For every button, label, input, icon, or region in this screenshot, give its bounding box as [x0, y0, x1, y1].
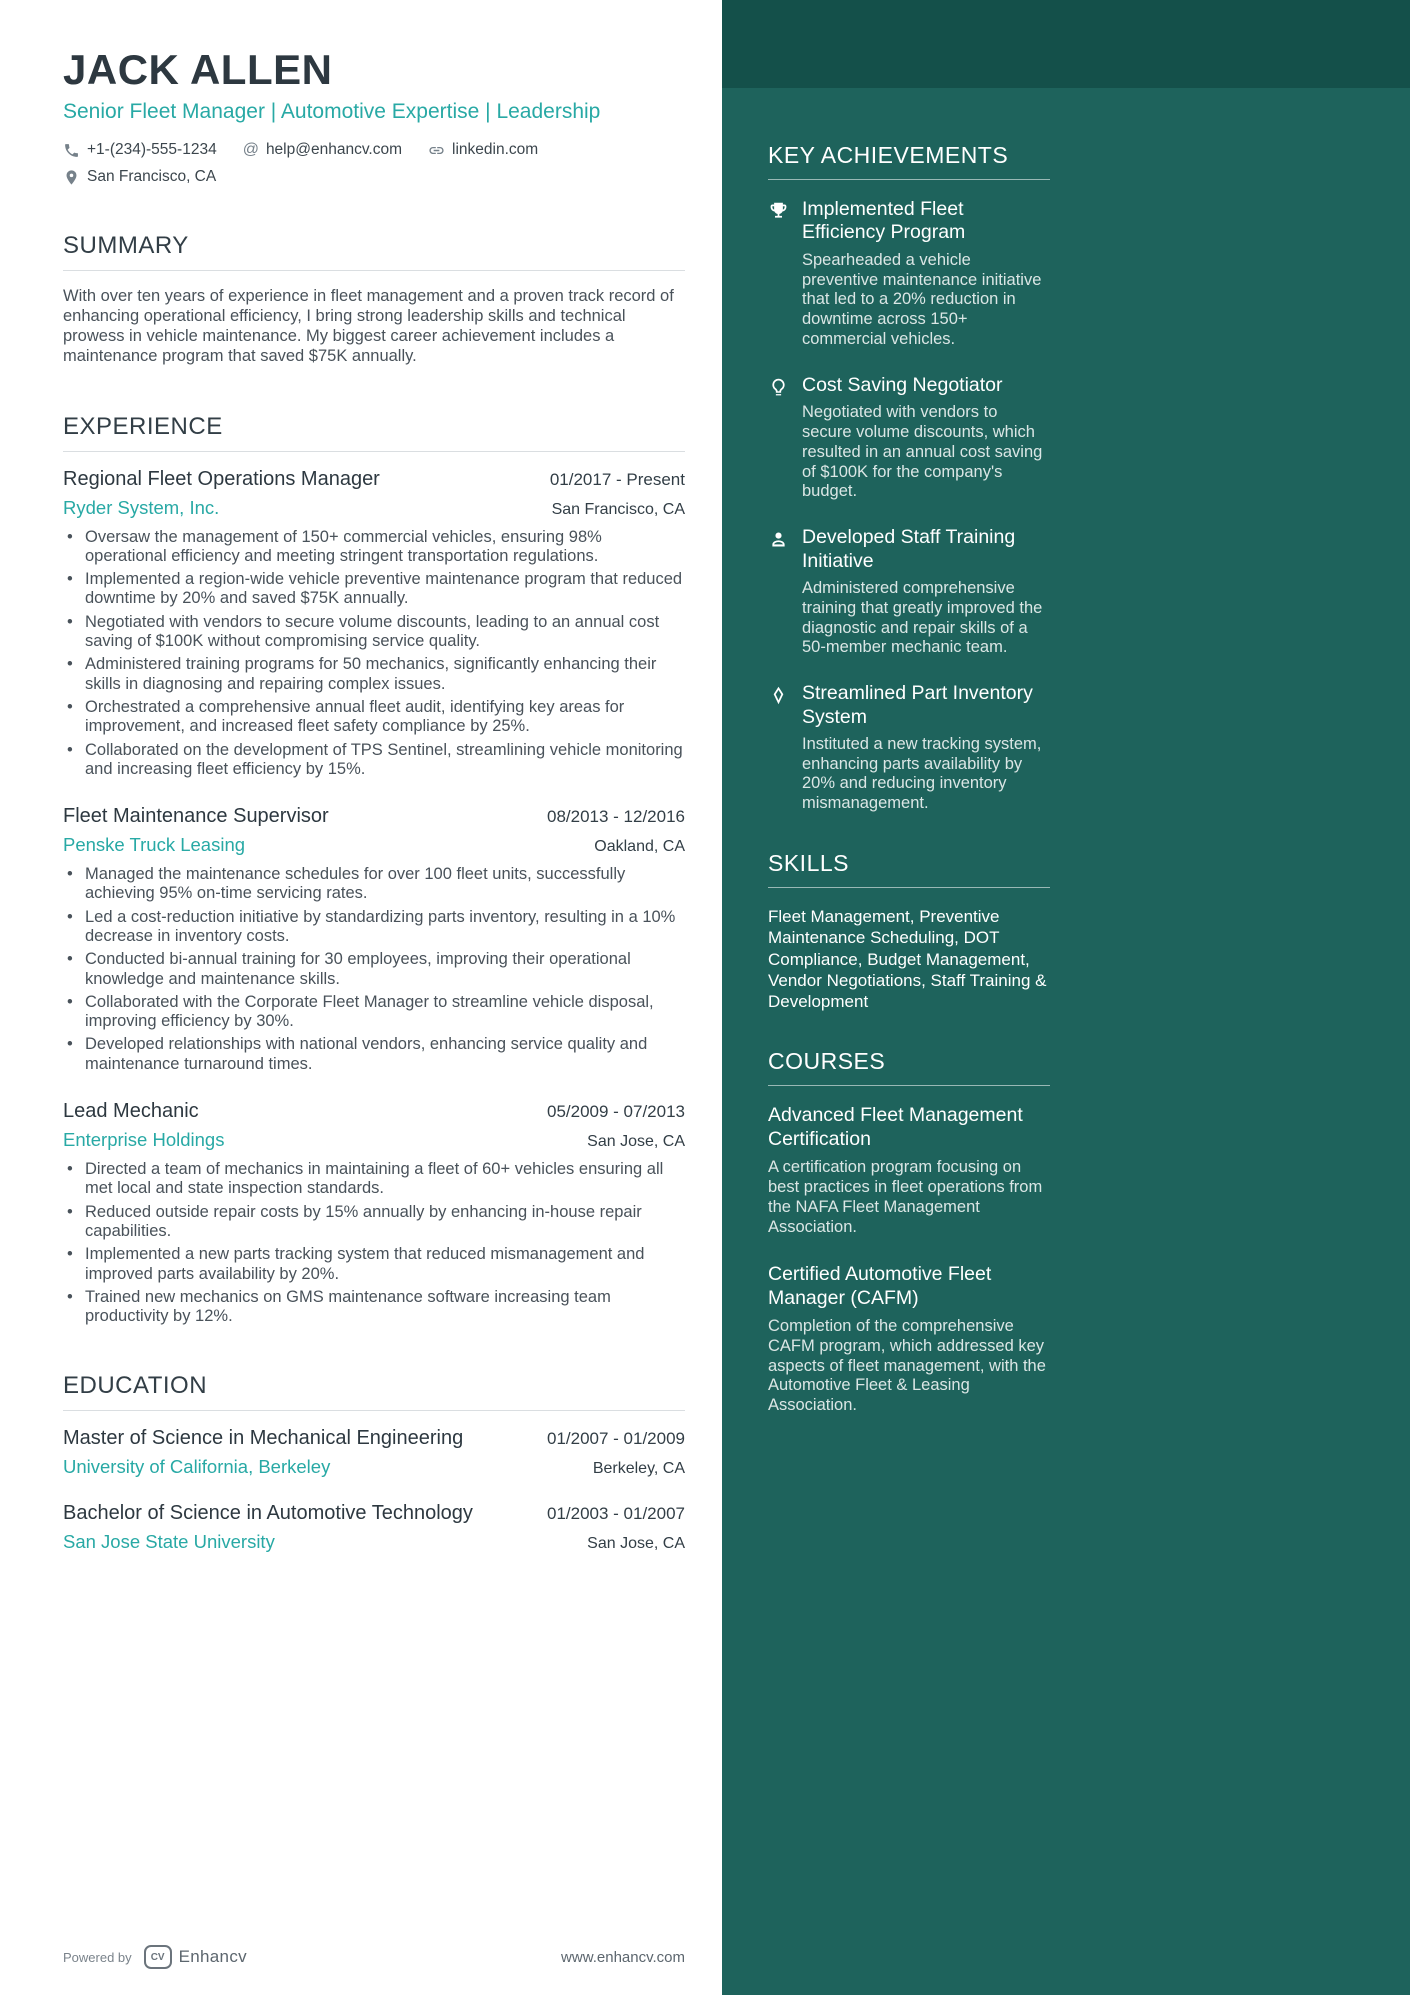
inventory-icon [768, 685, 789, 706]
course-title: Certified Automotive Fleet Manager (CAFM) [768, 1263, 992, 1309]
education-dates: 01/2007 - 01/2009 [546, 1429, 685, 1449]
enhancv-brand-name: Enhancv [178, 1947, 247, 1966]
course-item [768, 1104, 1050, 1237]
training-icon [768, 529, 789, 550]
job-bullet: • Collaborated on the development of TPS Sentinel, streamlining vehicle monitoring and increasing fleet efficiency by 15%. [63, 741, 685, 780]
contact-row-2 [63, 168, 685, 186]
education-section [63, 1372, 685, 1553]
course-description: Completion of the comprehensive CAFM program, which addressed key aspects of fleet management, with the Automotive Fleet & Leasing Association. [768, 1317, 1046, 1415]
school-location: San Jose, CA [587, 1535, 685, 1553]
at-icon: @ [242, 141, 259, 159]
enhancv-logo-icon: CV [144, 1945, 172, 1969]
job-bullet: • Oversaw the management of 150+ commercial vehicles, ensuring 98% operational efficiency and meeting stringent transportation regulations. [63, 528, 685, 567]
skills-heading: SKILLS [768, 850, 1050, 888]
job-bullet: • Managed the maintenance schedules for over 100 fleet units, successfully achieving 95% on-time servicing rates. [63, 865, 685, 904]
summary-text: With over ten years of experience in fleet management and a proven track record of enhancing operational efficiency, I bring strong leadership skills and technical prowess in vehicle maintenance. My biggest career achievement includes a maintenance program that saved $75K annually. [63, 287, 674, 365]
summary-section [63, 232, 685, 366]
achievements-section [768, 142, 1094, 814]
sidebar [722, 0, 1410, 1995]
job-bullet-list [63, 865, 685, 1074]
summary-heading: SUMMARY [63, 232, 685, 271]
achievement-title: Cost Saving Negotiator [802, 373, 1003, 396]
course-description: A certification program focusing on best practices in fleet operations from the NAFA Fleet Management Association. [768, 1158, 1043, 1236]
contact-row-1 [63, 141, 685, 159]
phone-number: +1-(234)-555-1234 [87, 141, 217, 159]
experience-heading: EXPERIENCE [63, 413, 685, 452]
enhancv-website-link[interactable]: www.enhancv.com [561, 1948, 685, 1966]
experience-section [63, 413, 685, 1327]
course-title: Advanced Fleet Management Certification [768, 1104, 1023, 1150]
phone-contact [63, 141, 217, 159]
job-location: Oakland, CA [594, 838, 685, 856]
education-heading: EDUCATION [63, 1372, 685, 1411]
company-name: Enterprise Holdings [63, 1129, 225, 1151]
job-bullet: • Collaborated with the Corporate Fleet Manager to streamline vehicle disposal, improving efficiency by 30%. [63, 993, 685, 1032]
achievement-title: Streamlined Part Inventory System [802, 682, 1033, 728]
course-item [768, 1263, 1050, 1416]
achievement-description: Instituted a new tracking system, enhancing parts availability by 20% and reducing inventory mismanagement. [802, 734, 1042, 813]
degree-name: Bachelor of Science in Automotive Technology [63, 1502, 473, 1525]
location-contact [63, 168, 216, 186]
job-bullet: • Developed relationships with national vendors, enhancing service quality and maintenance turnaround times. [63, 1035, 685, 1074]
job-bullet: • Implemented a new parts tracking system that reduced mismanagement and improved parts availability by 20%. [63, 1245, 685, 1284]
trophy-icon [768, 201, 789, 222]
company-name: Ryder System, Inc. [63, 496, 220, 518]
job-dates: 01/2017 - Present [549, 469, 685, 489]
education-entry [63, 1502, 685, 1553]
skills-section [768, 850, 1094, 1012]
experience-entry [63, 468, 685, 780]
lightbulb-icon [768, 377, 789, 398]
achievements-heading: KEY ACHIEVEMENTS [768, 142, 1050, 180]
school-location: Berkeley, CA [592, 1460, 685, 1478]
education-entry [63, 1427, 685, 1478]
page-footer [63, 1945, 685, 1969]
phone-icon [63, 142, 80, 159]
achievement-title: Implemented Fleet Efficiency Program [802, 198, 966, 244]
skills-list: Fleet Management, Preventive Maintenance Scheduling, DOT Compliance, Budget Management, Vendor Negotiations, Staff Training & Development [768, 907, 1047, 1012]
job-title: Fleet Maintenance Supervisor [63, 805, 329, 828]
job-bullet: • Conducted bi-annual training for 30 employees, improving their operational knowledge and maintenance skills. [63, 950, 685, 989]
powered-by-label: Powered by [63, 1949, 132, 1965]
job-bullet-list [63, 528, 685, 780]
location-text: San Francisco, CA [87, 168, 217, 186]
job-bullet-list [63, 1160, 685, 1326]
powered-by [63, 1945, 247, 1969]
education-dates: 01/2003 - 01/2007 [546, 1504, 685, 1524]
job-location: San Jose, CA [587, 1133, 685, 1151]
experience-entry [63, 1100, 685, 1326]
job-bullet: • Trained new mechanics on GMS maintenance software increasing team productivity by 12%. [63, 1288, 685, 1327]
link-icon [428, 142, 445, 159]
experience-entry [63, 805, 685, 1074]
courses-section [768, 1048, 1094, 1416]
achievement-item [768, 526, 1050, 658]
achievement-title: Developed Staff Training Initiative [802, 526, 1016, 572]
achievement-item [768, 374, 1050, 502]
candidate-headline: Senior Fleet Manager | Automotive Expertise | Leadership [63, 100, 601, 124]
degree-name: Master of Science in Mechanical Engineering [63, 1427, 464, 1450]
email-contact[interactable] [243, 141, 402, 159]
job-dates: 08/2013 - 12/2016 [546, 807, 685, 827]
job-dates: 05/2009 - 07/2013 [546, 1102, 685, 1122]
location-pin-icon [63, 169, 80, 186]
school-name: University of California, Berkeley [63, 1456, 331, 1478]
link-contact[interactable] [428, 141, 538, 159]
job-title: Lead Mechanic [63, 1100, 199, 1123]
company-name: Penske Truck Leasing [63, 834, 246, 856]
enhancv-logo[interactable] [144, 1945, 247, 1969]
email-address[interactable]: help@enhancv.com [265, 141, 403, 159]
school-name: San Jose State University [63, 1531, 275, 1553]
resume-header [63, 48, 685, 186]
achievement-description: Negotiated with vendors to secure volume discounts, which resulted in an annual cost saving of $100K for the company's budget. [802, 403, 1043, 501]
candidate-name: JACK ALLEN [63, 46, 333, 93]
job-bullet: • Administered training programs for 50 mechanics, significantly enhancing their skills in diagnosing and repairing complex issues. [63, 655, 685, 694]
sidebar-content [722, 0, 1094, 1416]
job-location: San Francisco, CA [551, 500, 685, 518]
job-bullet: • Led a cost-reduction initiative by standardizing parts inventory, resulting in a 10% decrease in inventory costs. [63, 908, 685, 947]
job-bullet: • Negotiated with vendors to secure volume discounts, leading to an annual cost saving of $100K without compromising service quality. [63, 613, 685, 652]
achievement-description: Administered comprehensive training that greatly improved the diagnostic and repair skills of a 50-member mechanic team. [802, 578, 1043, 657]
achievement-description: Spearheaded a vehicle preventive maintenance initiative that led to a 20% reduction in downtime across 150+ commercial vehicles. [802, 250, 1042, 348]
link-url[interactable]: linkedin.com [452, 141, 539, 159]
job-bullet: • Orchestrated a comprehensive annual fleet audit, identifying key areas for improvement, and increased fleet safety compliance by 25%. [63, 698, 685, 737]
job-bullet: • Reduced outside repair costs by 15% annually by enhancing in-house repair capabilities. [63, 1203, 685, 1242]
job-bullet: • Directed a team of mechanics in maintaining a fleet of 60+ vehicles ensuring all met local and state inspection standards. [63, 1160, 685, 1199]
job-title: Regional Fleet Operations Manager [63, 467, 380, 490]
achievement-item [768, 198, 1050, 350]
achievement-item [768, 682, 1050, 814]
courses-heading: COURSES [768, 1048, 1050, 1086]
job-bullet: • Implemented a region-wide vehicle preventive maintenance program that reduced downtime by 20% and saved $75K annually. [63, 570, 685, 609]
